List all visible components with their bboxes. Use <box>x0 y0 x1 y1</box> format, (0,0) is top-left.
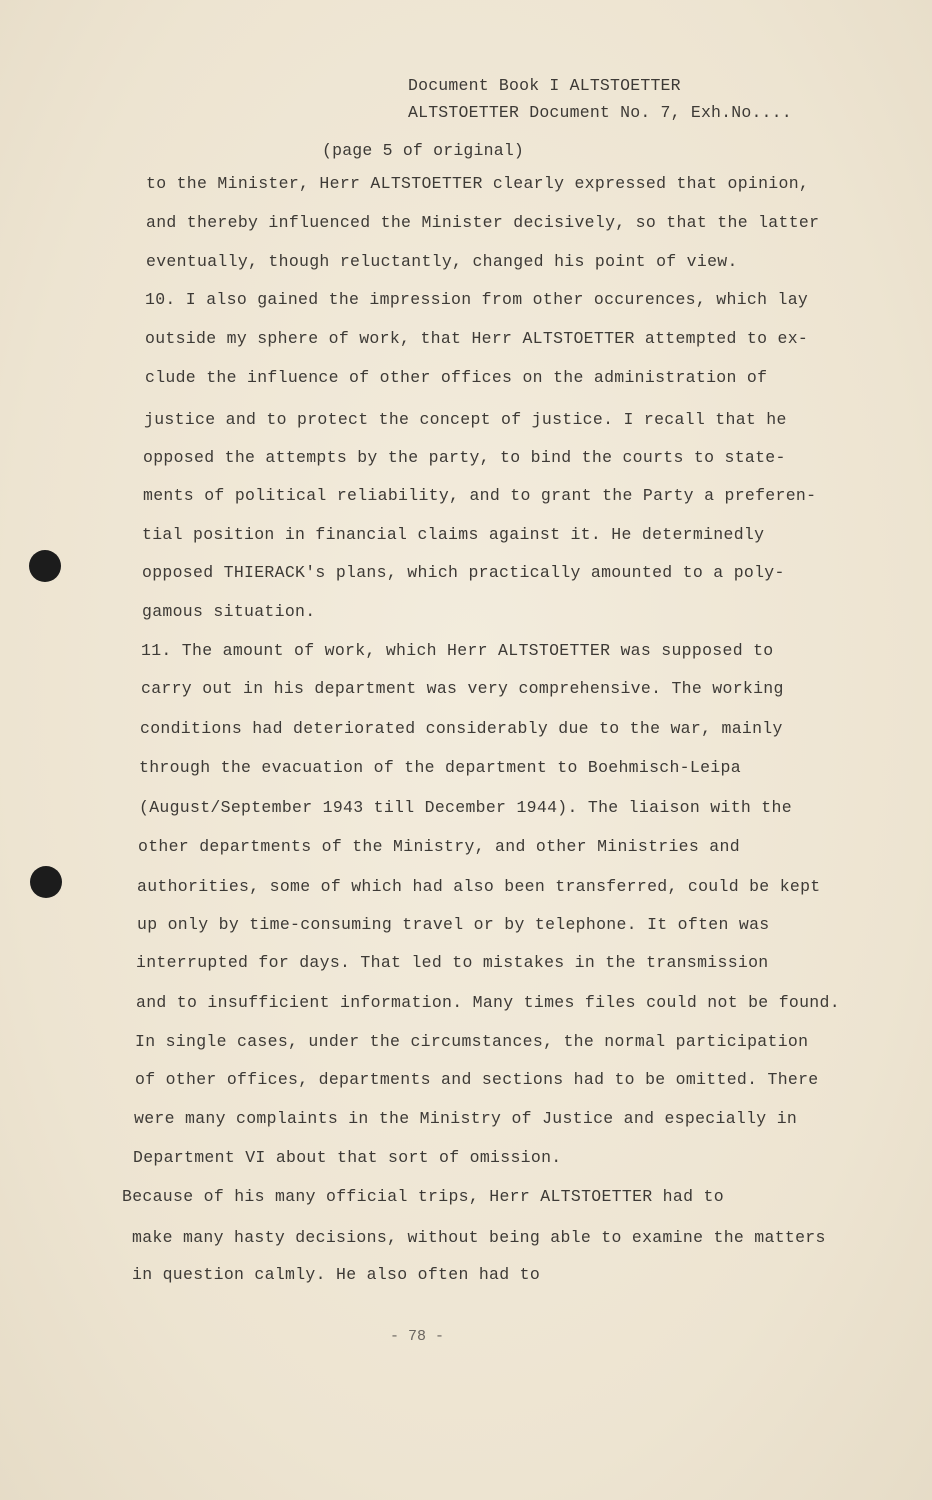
text-line: make many hasty decisions, without being able to examine the matters <box>132 1228 826 1247</box>
text-line: tial position in financial claims against it. He determinedly <box>142 525 765 544</box>
text-line: through the evacuation of the department to Boehmisch-Leipa <box>139 758 741 777</box>
text-line: and to insufficient information. Many times files could not be found. <box>136 993 840 1012</box>
text-line: in question calmly. He also often had to <box>132 1265 541 1284</box>
original-page-reference: (page 5 of original) <box>322 141 525 160</box>
text-line: (August/September 1943 till December 1944). The liaison with the <box>139 798 792 817</box>
text-line: to the Minister, Herr ALTSTOETTER clearly expressed that opinion, <box>146 174 810 193</box>
text-line: were many complaints in the Ministry of Justice and especially in <box>134 1109 798 1128</box>
text-line: Department VI about that sort of omission. <box>133 1148 562 1167</box>
text-line: 11. The amount of work, which Herr ALTSTOETTER was supposed to <box>141 641 774 660</box>
text-line: gamous situation. <box>142 602 316 621</box>
punch-hole <box>29 550 61 582</box>
text-line: other departments of the Ministry, and other Ministries and <box>138 837 740 856</box>
text-line: ments of political reliability, and to grant the Party a preferen- <box>143 486 817 505</box>
text-line: justice and to protect the concept of justice. I recall that he <box>144 410 787 429</box>
text-line: authorities, some of which had also been transferred, could be kept <box>137 877 821 896</box>
text-line: opposed the attempts by the party, to bind the courts to state- <box>143 448 786 467</box>
text-line: of other offices, departments and sections had to be omitted. There <box>135 1070 819 1089</box>
text-line: eventually, though reluctantly, changed his point of view. <box>146 252 738 271</box>
text-line: 10. I also gained the impression from other occurences, which lay <box>145 290 809 309</box>
document-number-header: ALTSTOETTER Document No. 7, Exh.No.... <box>408 103 792 122</box>
text-line: opposed THIERACK's plans, which practically amounted to a poly- <box>142 563 785 582</box>
text-line: Because of his many official trips, Herr ALTSTOETTER had to <box>122 1187 724 1206</box>
punch-hole <box>30 866 62 898</box>
text-line: conditions had deteriorated considerably due to the war, mainly <box>140 719 783 738</box>
text-line: and thereby influenced the Minister decisively, so that the latter <box>146 213 820 232</box>
text-line: carry out in his department was very comprehensive. The working <box>141 679 784 698</box>
page-number: - 78 - <box>390 1328 445 1345</box>
text-line: In single cases, under the circumstances, the normal participation <box>135 1032 809 1051</box>
text-line: outside my sphere of work, that Herr ALTSTOETTER attempted to ex- <box>145 329 809 348</box>
text-line: clude the influence of other offices on the administration of <box>145 368 768 387</box>
document-book-header: Document Book I ALTSTOETTER <box>408 76 681 95</box>
text-line: up only by time-consuming travel or by telephone. It often was <box>137 915 770 934</box>
text-line: interrupted for days. That led to mistakes in the transmission <box>136 953 769 972</box>
